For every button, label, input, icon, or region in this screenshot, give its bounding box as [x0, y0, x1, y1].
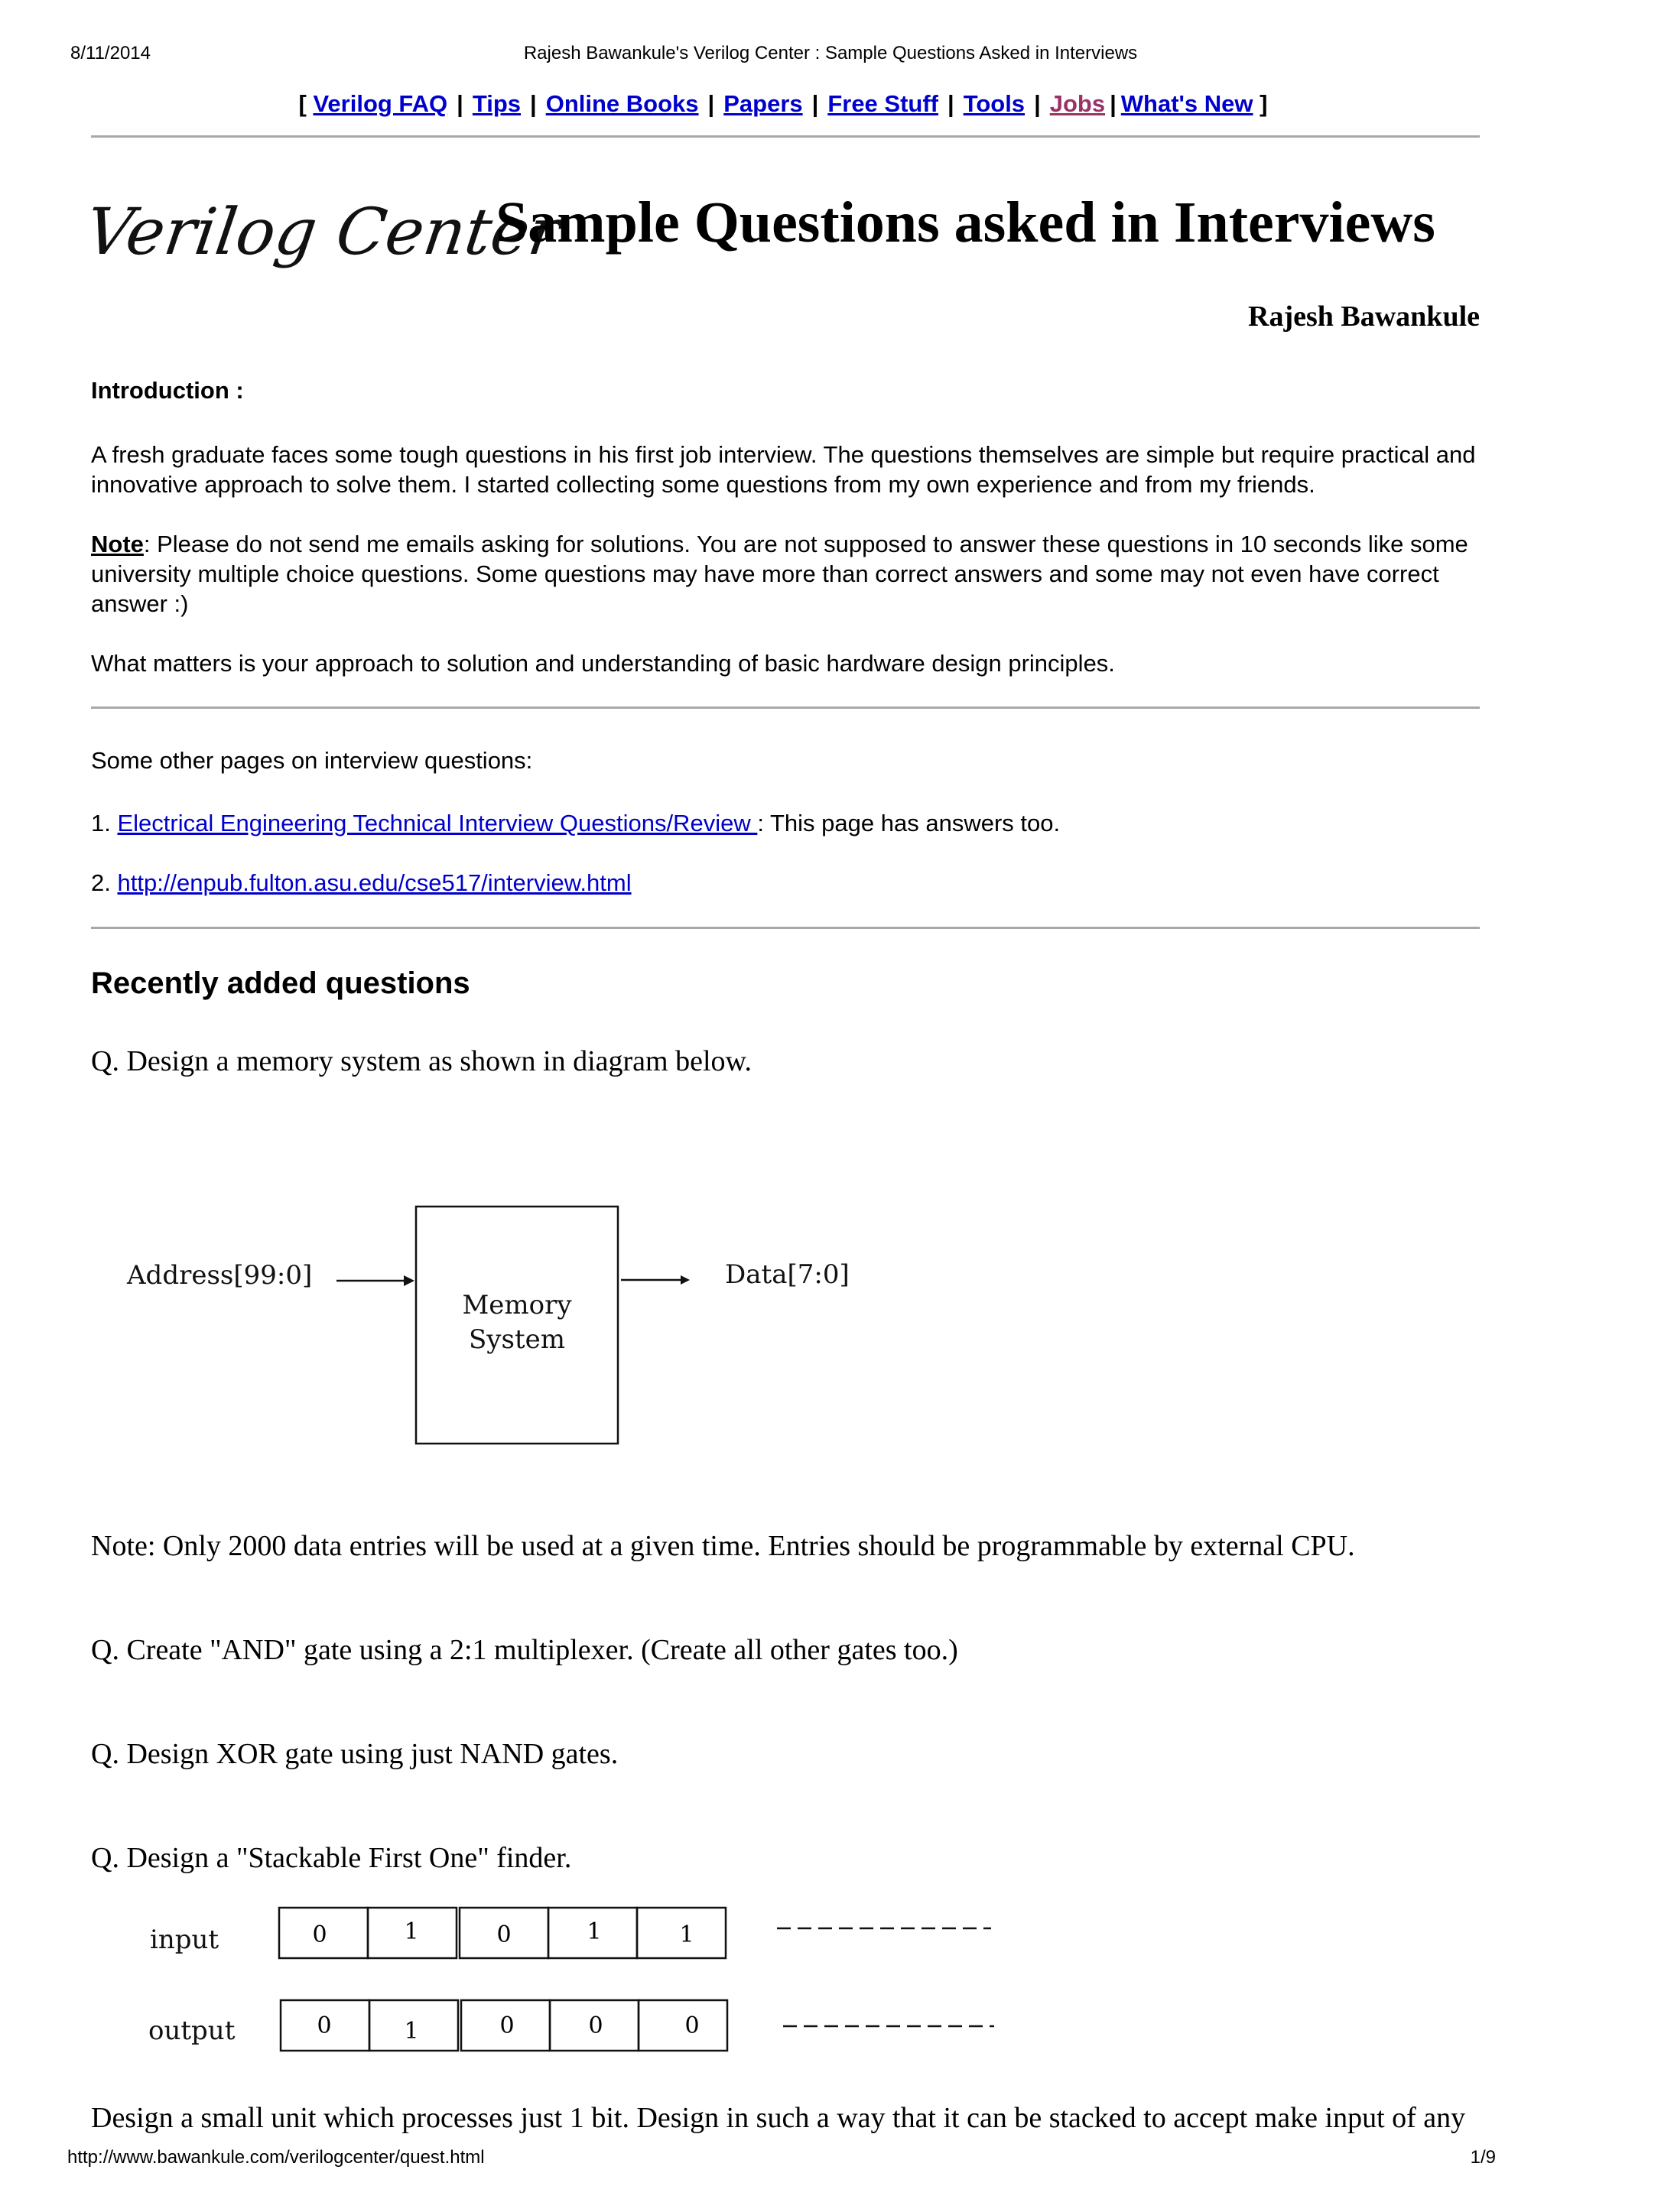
nav-link-online-books[interactable]: Online Books — [545, 90, 699, 117]
data-label: Data[7:0] — [725, 1259, 850, 1290]
nav-link-tips[interactable]: Tips — [472, 90, 522, 117]
ee-interview-link[interactable]: Electrical Engineering Technical Interview Questions/Review — [117, 810, 758, 836]
print-date: 8/11/2014 — [70, 43, 151, 63]
nav-separator: | — [948, 90, 954, 117]
output-bit-cell — [639, 2000, 727, 2051]
other-pages-item — [91, 868, 1483, 898]
memory-system-diagram — [122, 1193, 857, 1453]
input-bit: 0 — [312, 1921, 327, 1948]
divider — [91, 706, 1480, 709]
divider — [91, 135, 1480, 138]
nav-separator: | — [707, 90, 715, 117]
nav-link-jobs[interactable]: Jobs — [1049, 90, 1106, 117]
page-title: Sample Questions asked in Interviews — [496, 190, 1435, 255]
page-number: 1/9 — [1470, 2147, 1496, 2168]
output-bit: 1 — [404, 2018, 419, 2045]
address-arrowhead — [404, 1275, 414, 1286]
section-heading: Recently added questions — [91, 966, 470, 1000]
note-text: : Please do not send me emails asking for solutions. You are not supposed to answer these questions in 10 seconds like some university multiple choice questions. Some questions may have more than correct answers and some may not even have correct answer :) — [91, 531, 1468, 617]
input-bit: 1 — [587, 1918, 602, 1945]
note-label: Note — [91, 531, 144, 557]
divider — [91, 927, 1480, 929]
first-one-finder-diagram — [122, 1896, 1009, 2064]
cut-off-paragraph: Design a small unit which processes just 1 bit. Design in such a way that it can be stacked to accept make input of any — [91, 2102, 1466, 2134]
nav-separator: | — [530, 90, 537, 117]
other-pages-item — [91, 808, 1483, 838]
item-suffix: : This page has answers too. — [757, 810, 1061, 836]
input-label: input — [150, 1925, 219, 1955]
nav-link-free-stuff[interactable]: Free Stuff — [827, 90, 938, 117]
memory-note: Note: Only 2000 data entries will be used at a given time. Entries should be programmable by external CPU. — [91, 1530, 1355, 1562]
input-bit: 1 — [404, 1918, 419, 1945]
box-label-line1: Memory — [462, 1290, 572, 1320]
output-bit: 0 — [588, 2012, 603, 2039]
data-arrowhead — [681, 1275, 690, 1285]
box-label-line2: System — [469, 1324, 565, 1355]
intro-paragraph: A fresh graduate faces some tough questions in his first job interview. The questions themselves are simple but require practical and innovative approach to solve them. I started collecting some questions from my own experience and from my friends. — [91, 441, 1476, 498]
input-bit: 1 — [679, 1921, 694, 1948]
input-bit: 0 — [496, 1921, 512, 1948]
other-pages-lead: Some other pages on interview questions: — [91, 747, 533, 774]
nav-separator: | — [811, 90, 819, 117]
nav-link-verilog-faq[interactable]: Verilog FAQ — [313, 90, 448, 117]
question-and-gate: Q. Create "AND" gate using a 2:1 multiplexer. (Create all other gates too.) — [91, 1634, 958, 1666]
asu-interview-link[interactable]: http://enpub.fulton.asu.edu/cse517/interview.html — [117, 869, 632, 896]
page-url: http://www.bawankule.com/verilogcenter/quest.html — [67, 2147, 485, 2168]
intro-heading: Introduction : — [91, 377, 244, 404]
nav-link-papers[interactable]: Papers — [723, 90, 803, 117]
intro-note — [91, 529, 1483, 619]
top-nav — [0, 90, 1566, 118]
output-bit: 0 — [317, 2012, 332, 2039]
nav-separator: | — [1110, 90, 1117, 117]
question-first-one-finder: Q. Design a "Stackable First One" finder. — [91, 1842, 572, 1874]
input-bit-cells — [279, 1908, 726, 1958]
item-number: 1. — [91, 810, 111, 836]
author-name: Rajesh Bawankule — [1248, 300, 1480, 333]
question-memory-system: Q. Design a memory system as shown in diagram below. — [91, 1045, 752, 1077]
output-bit-cells — [281, 2000, 727, 2051]
question-xor-gate: Q. Design XOR gate using just NAND gates. — [91, 1738, 619, 1770]
nav-separator: | — [457, 90, 463, 117]
logo-text: Verilog Center — [81, 194, 566, 269]
item-number: 2. — [91, 869, 111, 896]
output-label: output — [148, 2015, 236, 2046]
verilog-center-logo[interactable] — [81, 177, 566, 300]
nav-open-bracket: [ — [298, 90, 307, 117]
intro-closing: What matters is your approach to solution and understanding of basic hardware design principles. — [91, 650, 1115, 677]
nav-separator: | — [1034, 90, 1041, 117]
nav-link-whats-new[interactable]: What's New — [1120, 90, 1253, 117]
nav-link-tools[interactable]: Tools — [963, 90, 1026, 117]
print-page-title: Rajesh Bawankule's Verilog Center : Sample Questions Asked in Interviews — [523, 43, 1138, 63]
output-bit: 0 — [499, 2012, 515, 2039]
nav-close-bracket: ] — [1260, 90, 1268, 117]
output-bit: 0 — [684, 2012, 700, 2039]
logo-graphic — [81, 177, 566, 300]
address-label: Address[99:0] — [127, 1260, 313, 1291]
